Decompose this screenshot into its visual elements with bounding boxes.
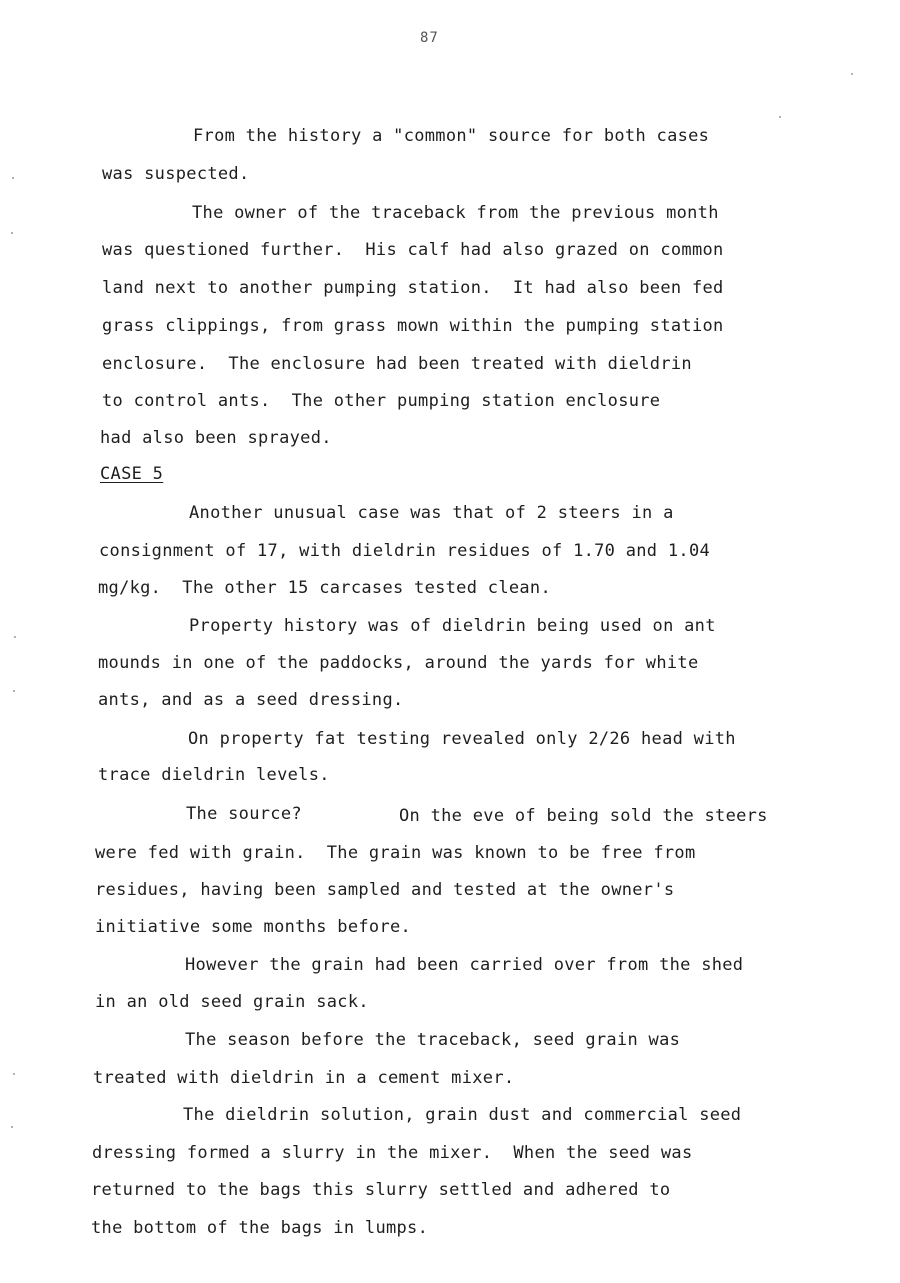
- paragraph-8-line-1: The season before the traceback, seed grain was: [185, 1030, 681, 1050]
- paragraph-2-line-7: had also been sprayed.: [100, 428, 332, 448]
- paragraph-6-line-4: initiative some months before.: [95, 917, 412, 937]
- page-number: 87: [420, 30, 439, 46]
- scan-speck: [779, 116, 781, 118]
- paragraph-3-line-2: consignment of 17, with dieldrin residues of 1.70 and 1.04: [99, 541, 711, 561]
- paragraph-9-line-2: dressing formed a slurry in the mixer. When the seed was: [92, 1143, 693, 1163]
- paragraph-6-line-3: residues, having been sampled and tested at the owner's: [95, 880, 675, 900]
- paragraph-2-line-5: enclosure. The enclosure had been treated with dieldrin: [102, 354, 692, 374]
- case-heading: CASE 5: [100, 464, 164, 484]
- paragraph-6-line-1-question: The source?: [186, 804, 302, 824]
- scan-speck: [13, 690, 15, 692]
- paragraph-9-line-4: the bottom of the bags in lumps.: [91, 1218, 429, 1238]
- paragraph-4-line-1: Property history was of dieldrin being used on ant: [189, 616, 716, 636]
- scan-speck: [14, 636, 16, 638]
- paragraph-2-line-4: grass clippings, from grass mown within the pumping station: [102, 316, 724, 336]
- paragraph-6-line-2: were fed with grain. The grain was known to be free from: [95, 843, 696, 863]
- paragraph-2-line-2: was questioned further. His calf had also grazed on common: [102, 240, 724, 260]
- paragraph-2-line-6: to control ants. The other pumping station enclosure: [102, 391, 661, 411]
- paragraph-1-line-1: From the history a "common" source for both cases: [193, 126, 710, 146]
- paragraph-3-line-1: Another unusual case was that of 2 steers in a: [189, 503, 674, 523]
- paragraph-6-line-1-answer: On the eve of being sold the steers: [399, 806, 768, 826]
- paragraph-3-line-3: mg/kg. The other 15 carcases tested clean.: [98, 578, 551, 598]
- paragraph-7-line-1: However the grain had been carried over from the shed: [185, 955, 744, 975]
- paragraph-4-line-3: ants, and as a seed dressing.: [98, 690, 404, 710]
- paragraph-7-line-2: in an old seed grain sack.: [95, 992, 369, 1012]
- paragraph-2-line-3: land next to another pumping station. It had also been fed: [102, 278, 724, 298]
- scan-speck: [11, 232, 13, 234]
- paragraph-1-line-2: was suspected.: [102, 164, 250, 184]
- scan-speck: [13, 1073, 15, 1075]
- paragraph-2-line-1: The owner of the traceback from the previous month: [192, 203, 719, 223]
- paragraph-4-line-2: mounds in one of the paddocks, around the yards for white: [98, 653, 699, 673]
- scan-speck: [851, 73, 853, 75]
- paragraph-5-line-2: trace dieldrin levels.: [98, 765, 330, 785]
- scan-speck: [12, 177, 14, 179]
- scan-speck: [11, 1126, 13, 1128]
- paragraph-8-line-2: treated with dieldrin in a cement mixer.: [93, 1068, 515, 1088]
- paragraph-5-line-1: On property fat testing revealed only 2/26 head with: [188, 729, 736, 749]
- paragraph-9-line-1: The dieldrin solution, grain dust and commercial seed: [183, 1105, 742, 1125]
- paragraph-9-line-3: returned to the bags this slurry settled and adhered to: [91, 1180, 671, 1200]
